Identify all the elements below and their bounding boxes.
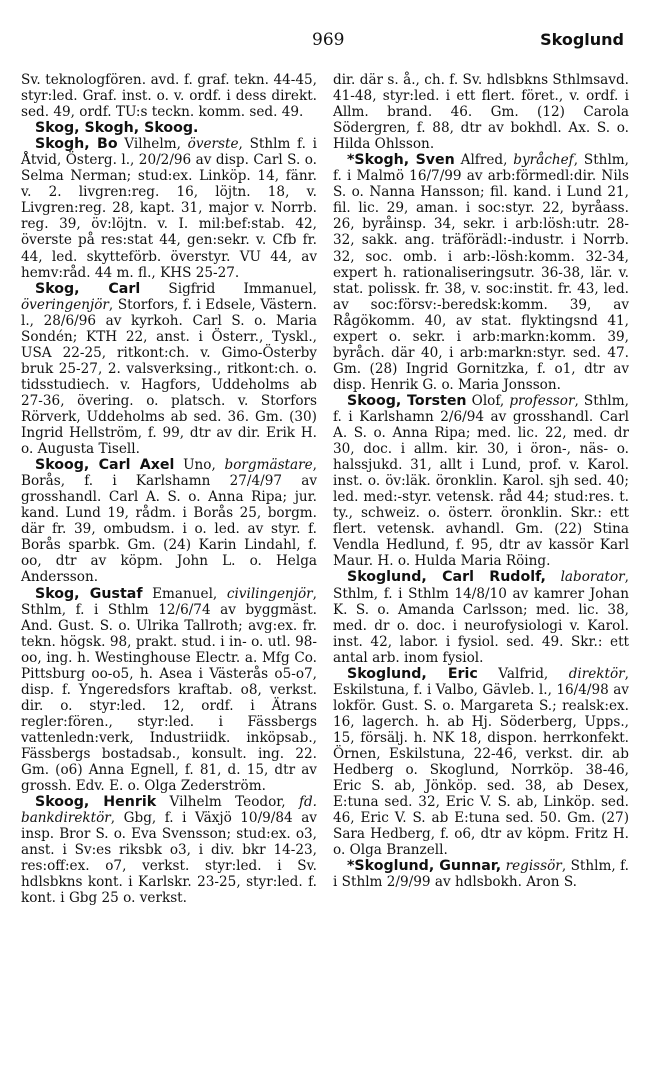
biography-entry — [333, 393, 629, 570]
biography-entry — [21, 457, 317, 585]
entry-name: Skoglund, Eric — [347, 665, 478, 682]
entry-text: laborator, Sthlm, f. i Sthlm 14/8/10 av kamrer Johan K. S. o. Amanda Carlsson; med. lic. 38, med. dr o. doc. i neurofysiologi v. Karol. inst. 42, labor. i fysiol. sed. 49. Skr.: ett antal arb. inom fysiol. — [333, 569, 629, 666]
biography-entry — [21, 72, 317, 120]
entry-text: regissör, Sthlm, f. i Sthlm 2/9/99 av hdlsbokh. Aron S. — [333, 858, 630, 891]
page-header — [0, 30, 664, 54]
entry-text: Sigfrid Immanuel, överingenjör, Storfors, f. i Edsele, Västern. l., 28/6/96 av kyrkoh. Carl S. o. Maria Sondén; KTH 22, anst. i Österr., Tyskl., USA 22-25, ritkont:ch. v. Gimo-Österby bruk 25-27, 2. valsverksing., ritkont:ch. o. tidsstudiech. v. Hagfors, Uddeholms ab 27-36, övering. o. platsch. v. Storfors Rörverk, Uddeholms ab sed. 36. Gm. (30) Ingrid Hellström, f. 99, dtr av dir. Erik H. o. Augusta Tisell. — [21, 280, 318, 458]
entry-text: Emanuel, civilingenjör, Sthlm, f. i Sthlm 12/6/74 av byggmäst. And. Gust. S. o. Ulrika Tallroth; avg:ex. fr. tekn. högsk. 98, prakt. stud. i in- o. utl. 98-oo, ing. h. Westinghouse Electr. a. Mfg Co. Pittsburg oo-o5, h. Asea i Västerås o5-o7, disp. f. Yngeredsfors kraftab. o8, verkst. dir. o. styr:led. 12, ordf. i Ätrans regler:fören., styr:led. i Fässbergs vattenledn:verk, Industriidk. inköpsab., Fässbergs bostadsab., konsult. ing. 22. Gm. (o6) Anna Egnell, f. 81, d. 15, dtr av grossh. Edv. E. o. Olga Zederström. — [21, 585, 317, 795]
entry-text: Sv. teknologfören. avd. f. graf. tekn. 44-45, styr:led. Graf. inst. o. v. ordf. i dess direkt. sed. 49, ordf. TU:s teckn. komm. sed. 49. — [21, 72, 317, 121]
entry-name: *Skoglund, Gunnar, — [347, 858, 502, 875]
right-column — [333, 72, 629, 890]
entry-title: borgmästare — [224, 457, 313, 474]
entry-title: direktör — [568, 665, 625, 682]
entry-name: Skog, Gustaf — [35, 585, 143, 602]
biography-entry — [333, 72, 629, 152]
entry-title: överingenjör — [21, 296, 109, 313]
biography-entry — [333, 152, 629, 393]
biography-entry — [21, 281, 317, 458]
biography-entry — [333, 569, 629, 665]
running-head: Skoglund — [540, 30, 624, 49]
entry-title: fd. bankdirektör — [21, 794, 317, 827]
entry-name: Skoog, Torsten — [347, 392, 467, 409]
entry-text: Uno, borgmästare, Borås, f. i Karlshamn 27/4/97 av grosshandl. Carl A. S. o. Anna Ripa; jur. kand. Lund 19, rådm. i Borås 25, borgm. där fr. 39, ombudsm. i o. led. av styr. f. Borås sparbk. Gm. (24) Karin Lindahl, f. oo, dtr av köpm. John L. o. Helga Andersson. — [21, 457, 317, 586]
entry-title: regissör — [505, 858, 562, 875]
entry-name: *Skogh, Sven — [347, 152, 455, 169]
biography-entry — [333, 666, 629, 859]
biography-entry — [21, 136, 317, 280]
entry-name: Skoglund, Carl Rudolf, — [347, 569, 546, 586]
left-column — [21, 72, 317, 906]
entry-name: Skoog, Henrik — [35, 794, 157, 811]
biography-entry — [333, 858, 629, 890]
page-number: 969 — [312, 30, 345, 50]
entry-text: Olof, professor, Sthlm, f. i Karlshamn 2/6/94 av grosshandl. Carl A. S. o. Anna Ripa; med. lic. 22, med. dr 30, doc. i allm. kir. 30, i öron-, näs- o. halssjukd. 31, allt i Lund, prof. v. Karol. inst. o. öv:läk. öronklin. Karol. sjh sed. 40; led. med:-styr. vetensk. råd 44; stud:res. t. ty., schweiz. o. österr. öronklin. Skr.: ett flert. vetensk. avhandl. Gm. (22) Stina Vendla Hedlund, f. 95, dtr av kassör Karl Maur. H. o. Hulda Maria Röing. — [333, 392, 629, 570]
entry-text: dir. där s. å., ch. f. Sv. hdlsbkns Sthlmsavd. 41-48, styr:led. i ett flert. föret., v. ordf. i Allm. brand. 46. Gm. (12) Carola Södergren, f. 88, dtr av bokhdl. Ax. S. o. Hilda Ohlsson. — [333, 72, 629, 153]
entry-text: Alfred, byråchef, Sthlm, f. i Malmö 16/7/99 av arb:förmedl:dir. Nils S. o. Nanna Hansson; fil. kand. i Lund 21, fil. lic. 29, aman. i soc:styr. 22, byråass. 26, byråinsp. 34, sekr. i arb:lösh:utr. 28-32, sakk. ang. träförädl:-industr. i Norrb. 32, soc. omb. i arb:-lösh:komm. 32-34, expert h. rationaliseringsutr. 36-38, lär. v. stat. polissk. fr. 38, v. soc:instit. fr. 43, led. av soc:försv:-beredsk:komm. 39, av Rågökomm. 40, av stat. flyktingsnd 41, expert o. sekr. i arb:markn:komm. 39, byråch. där 40, i arb:markn:styr. sed. 47. Gm. (28) Ingrid Gornitzka, f. o1, dtr av disp. Henrik G. o. Maria Jonsson. — [333, 152, 629, 393]
entry-title: byråchef — [513, 152, 574, 169]
biography-entry — [21, 120, 317, 136]
entry-text: Vilhelm, överste, Sthlm f. i Åtvid, Österg. l., 20/2/96 av disp. Carl S. o. Selma Nerman; stud:ex. Linköp. 14, fänr. v. 2. livgren:reg. 16, löjtn. 18, v. Livgren:reg. 28, kapt. 31, major v. Norrb. reg. 39, öv:löjtn. v. I. mil:bef:stab. 42, överste på res:stat 44, gen:sekr. v. Cfb fr. 44, led. skytteförb. överstyr. VU 44, av hemv:råd. 44 m. fl., KHS 25-27. — [21, 136, 317, 281]
entry-title: laborator — [560, 569, 625, 586]
entry-title: professor — [509, 392, 575, 409]
entry-name: Skoog, Carl Axel — [35, 457, 175, 474]
entry-text: Vilhelm Teodor, fd. bankdirektör, Gbg, f. i Växjö 10/9/84 av insp. Bror S. o. Eva Svensson; stud:ex. o3, anst. i Sv:es riksbk o3, i div. bkr 14-23, res:off:ex. o7, verkst. styr:led. i Sv. hdlsbkns kont. i Karlskr. 23-25, styr:led. f. kont. i Gbg 25 o. verkst. — [21, 794, 317, 907]
entry-title: civilingenjör — [226, 585, 313, 602]
biography-entry — [21, 794, 317, 906]
entry-title: överste — [187, 136, 239, 153]
entry-text: Valfrid, direktör, Eskilstuna, f. i Valbo, Gävleb. l., 16/4/98 av lokför. Gust. S. o. Margareta S.; realsk:ex. 16, lagerch. h. ab Hj. Söderberg, Upps., 15, försälj. h. NK 18, dispon. herrkonfekt. Örnen, Eskilstuna, 22-46, verkst. dir. ab Hedberg o. Skoglund, Norrköp. 38-46, Eric S. ab, Jönköp. sed. 38, ab Desex, E:tuna sed. 32, Eric V. S. ab, Linköp. sed. 46, Eric V. S. ab E:tuna sed. 50. Gm. (27) Sara Hedberg, f. o6, dtr av köpm. Fritz H. o. Olga Branzell. — [333, 665, 629, 859]
entry-name: Skog, Carl — [35, 280, 141, 297]
entry-name: Skogh, Bo — [35, 136, 118, 153]
biography-entry — [21, 586, 317, 795]
entry-name: Skog, Skogh, Skoog. — [35, 120, 199, 137]
